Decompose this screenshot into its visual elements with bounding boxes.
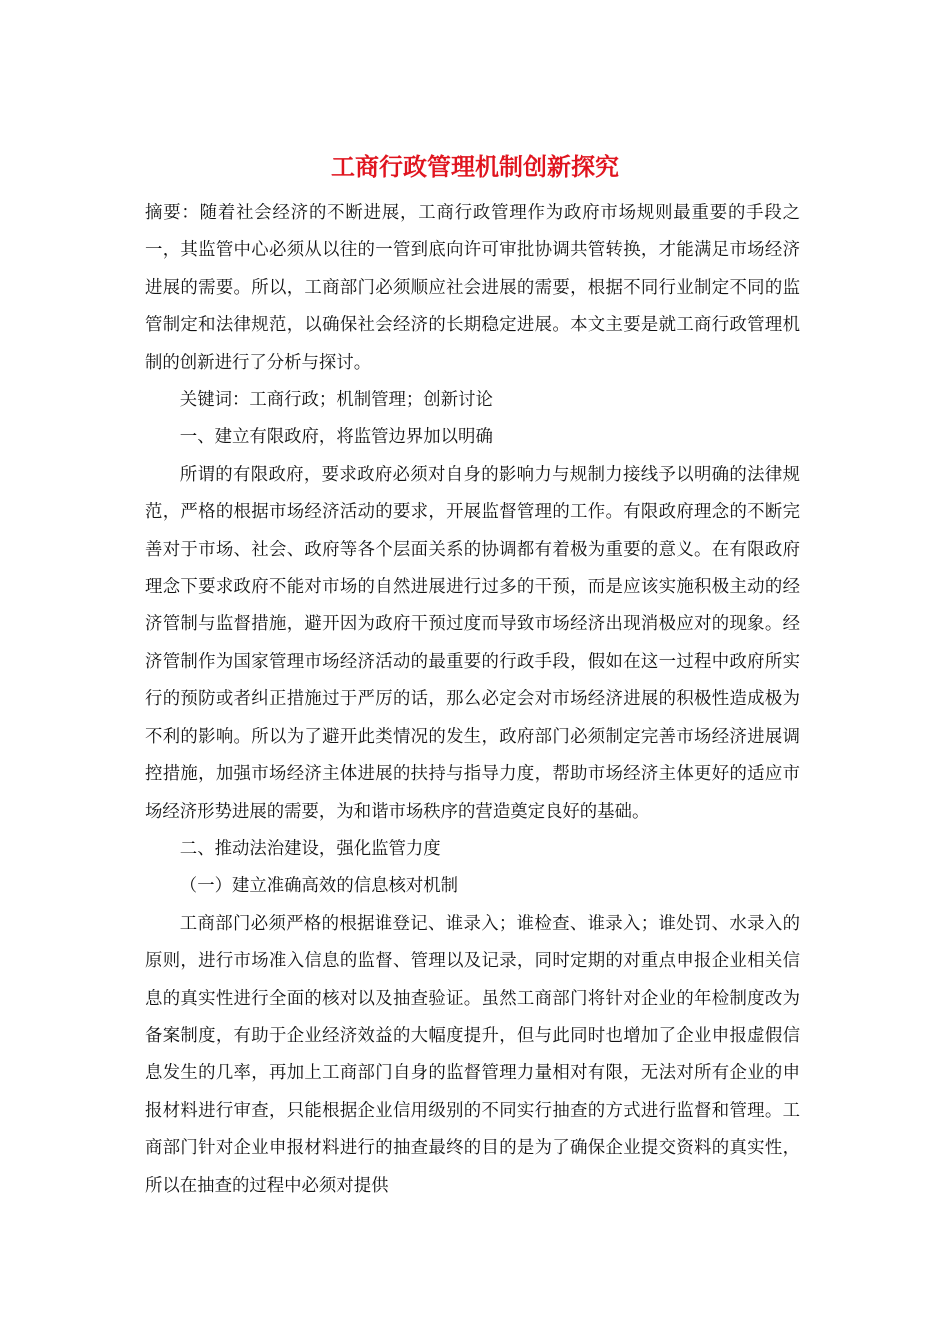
document-body <box>145 195 800 1205</box>
document-title: 工商行政管理机制创新探究 <box>331 152 619 181</box>
section-1-heading: 一、建立有限政府，将监管边界加以明确 <box>179 427 493 448</box>
section-2-heading: 二、推动法治建设，强化监管力度 <box>179 838 441 859</box>
section-2-subheading-1: （一）建立准确高效的信息核对机制 <box>179 876 459 897</box>
keywords-line: 关键词：工商行政；机制管理；创新讨论 <box>179 390 493 411</box>
section-2-subsection-1-paragraph: 工商部门必须严格的根据谁登记、谁录入；谁检查、谁录入；谁处罚、水录入的原则，进行市场准入信息的监督、管理以及记录，同时定期的对重点申报企业相关信息的真实性进行全面的核对以及抽查验证。虽然工商部门将针对企业的年检制度改为备案制度，有助于企业经济效益的大幅度提升，但与此同时也增加了企业申报虚假信息发生的几率，再加上工商部门自身的监督管理力量相对有限，无法对所有企业的申报材料进行审查，只能根据企业信用级别的不同实行抽查的方式进行监督和管理。工商部门针对企业申报材料进行的抽查最终的目的是为了确保企业提交资料的真实性，所以在抽查的过程中必须对提供 <box>145 913 800 1196</box>
abstract-paragraph: 摘要：随着社会经济的不断进展，工商行政管理作为政府市场规则最重要的手段之一，其监管中心必须从以往的一管到底向许可审批协调共管转换，才能满足市场经济进展的需要。所以，工商部门必须顺应社会进展的需要，根据不同行业制定不同的监管制定和法律规范，以确保社会经济的长期稳定进展。本文主要是就工商行政管理机制的创新进行了分析与探讨。 <box>145 203 800 373</box>
section-1-paragraph: 所谓的有限政府，要求政府必须对自身的影响力与规制力接线予以明确的法律规范，严格的根据市场经济活动的要求，开展监督管理的工作。有限政府理念的不断完善对于市场、社会、政府等各个层面关系的协调都有着极为重要的意义。在有限政府理念下要求政府不能对市场的自然进展进行过多的干预，而是应该实施积极主动的经济管制与监督措施，避开因为政府干预过度而导致市场经济出现消极应对的现象。经济管制作为国家管理市场经济活动的最重要的行政手段，假如在这一过程中政府所实行的预防或者纠正措施过于严厉的话，那么必定会对市场经济进展的积极性造成极为不利的影响。所以为了避开此类情况的发生，政府部门必须制定完善市场经济进展调控措施，加强市场经济主体进展的扶持与指导力度，帮助市场经济主体更好的适应市场经济形势进展的需要，为和谐市场秩序的营造奠定良好的基础。 <box>145 464 800 822</box>
